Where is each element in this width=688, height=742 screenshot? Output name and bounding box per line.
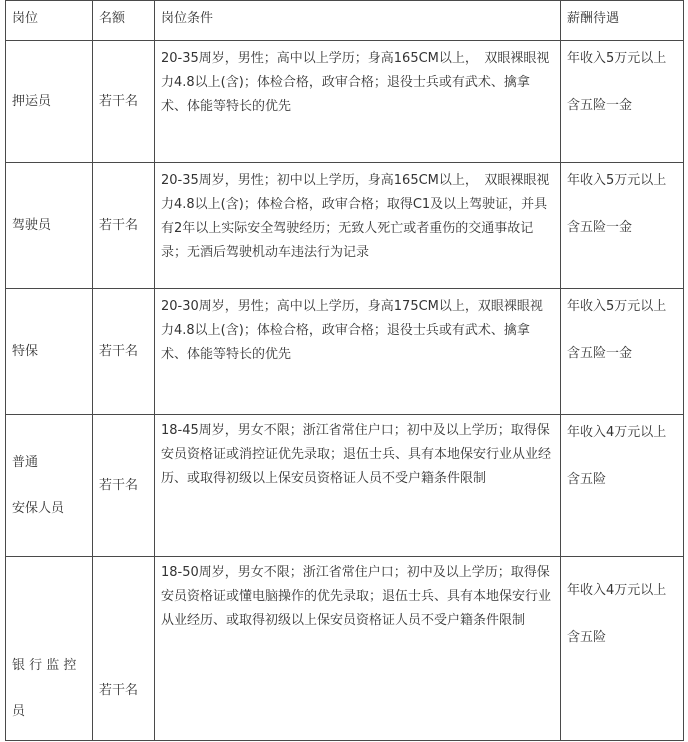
post-conditions: 20-35周岁，男性；初中以上学历，身高165CM以上， 双眼裸眼视力4.8以上(含)；体检合格，政审合格；取得C1及以上驾驶证，并具有2年以上实际安全驾驶经历；无致人死亡或者重伤的交通事故记录；无酒后驾驶机动车违法行为记录	[155, 163, 561, 289]
post-salary	[561, 415, 684, 557]
post-conditions: 18-50周岁，男女不限；浙江省常住户口；初中及以上学历；取得保安员资格证或懂电脑操作的优先录取；退伍士兵、具有本地保安行业从业经历、或取得初级以上保安员资格证人员不受户籍条件限制	[155, 557, 561, 741]
table-row	[6, 41, 684, 163]
post-count: 若干名	[93, 289, 155, 415]
post-conditions: 20-30周岁，男性；高中以上学历，身高175CM以上，双眼裸眼视力4.8以上(含)；体检合格，政审合格；退役士兵或有武术、擒拿术、体能等特长的优先	[155, 289, 561, 415]
post-conditions: 18-45周岁，男女不限；浙江省常住户口；初中及以上学历；取得保安员资格证或消控证优先录取；退伍士兵、具有本地保安行业从业经历、或取得初级以上保安员资格证人员不受户籍条件限制	[155, 415, 561, 557]
salary-income: 年收入5万元以上	[567, 173, 667, 188]
header-post: 岗位	[6, 1, 93, 41]
header-salary: 薪酬待遇	[561, 1, 684, 41]
table-row	[6, 163, 684, 289]
post-name	[6, 557, 93, 741]
post-conditions: 20-35周岁，男性；高中以上学历；身高165CM以上， 双眼裸眼视力4.8以上(含)；体检合格，政审合格；退役士兵或有武术、擒拿术、体能等特长的优先	[155, 41, 561, 163]
table-row	[6, 289, 684, 415]
post-name: 驾驶员	[6, 163, 93, 289]
post-name-line2: 员	[12, 704, 26, 719]
table-row	[6, 557, 684, 741]
salary-income: 年收入5万元以上	[567, 51, 667, 66]
salary-benefit: 含五险	[567, 472, 607, 487]
post-name: 特保	[6, 289, 93, 415]
post-name: 押运员	[6, 41, 93, 163]
post-count: 若干名	[93, 557, 155, 741]
salary-income: 年收入4万元以上	[567, 583, 667, 598]
post-count: 若干名	[93, 415, 155, 557]
post-name-line1: 普通	[12, 454, 39, 470]
post-count: 若干名	[93, 163, 155, 289]
post-salary	[561, 557, 684, 741]
post-name-line1: 银 行 监 控	[12, 658, 77, 673]
header-row	[6, 1, 684, 41]
salary-benefit: 含五险一金	[567, 220, 633, 235]
salary-benefit: 含五险	[567, 630, 607, 645]
header-conditions: 岗位条件	[155, 1, 561, 41]
salary-income: 年收入4万元以上	[567, 425, 667, 440]
post-salary	[561, 41, 684, 163]
salary-income: 年收入5万元以上	[567, 299, 667, 314]
post-salary	[561, 163, 684, 289]
post-count: 若干名	[93, 41, 155, 163]
salary-benefit: 含五险一金	[567, 346, 633, 361]
post-name	[6, 415, 93, 557]
post-name-line2: 安保人员	[12, 500, 65, 516]
table-row	[6, 415, 684, 557]
recruitment-table	[5, 0, 684, 741]
header-count: 名额	[93, 1, 155, 41]
salary-benefit: 含五险一金	[567, 98, 633, 113]
post-salary	[561, 289, 684, 415]
